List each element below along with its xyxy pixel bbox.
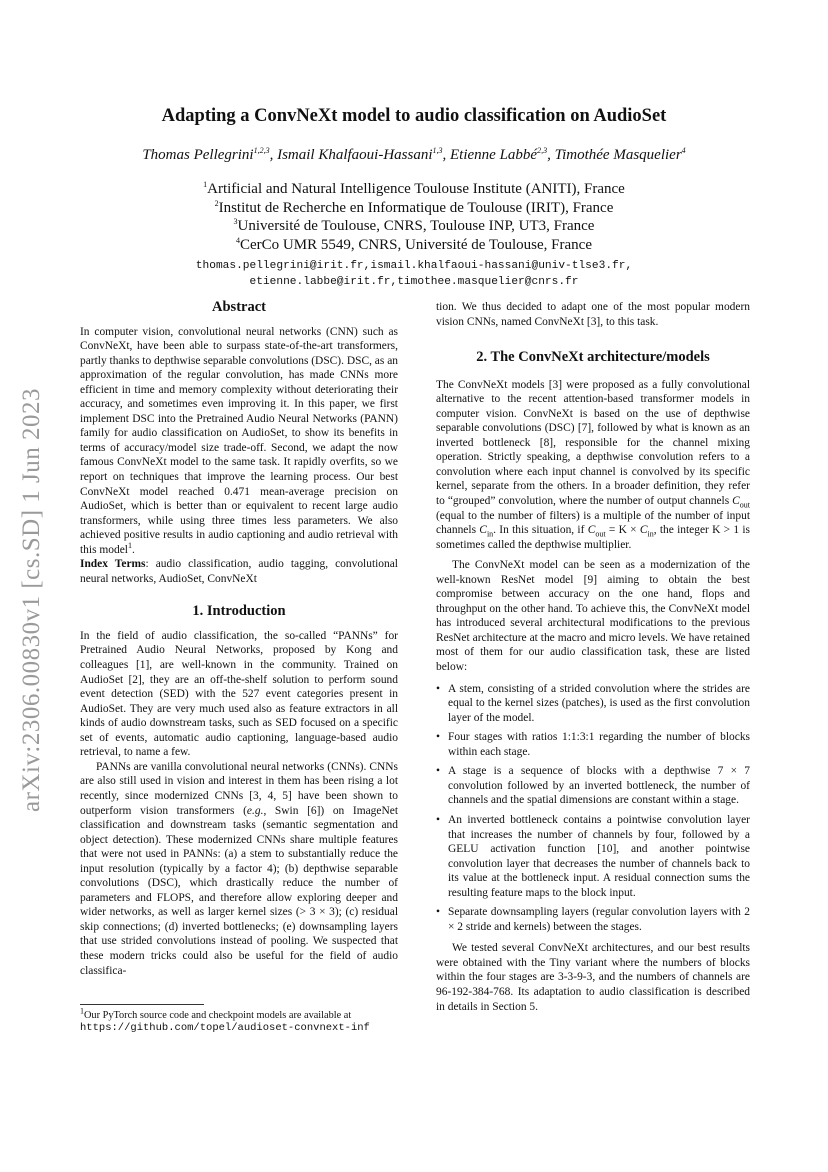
arxiv-sidebar	[12, 340, 52, 860]
arxiv-id: arXiv:2306.00830v1 [cs.SD] 1 Jun 2023	[18, 387, 45, 813]
list-item: • Separate downsampling layers (regular convolution layers with 2 × 2 stride and kernels) between the stages.	[436, 905, 750, 934]
affiliation: $^2$Institut de Recherche en Informatique de Toulouse (IRIT), France	[214, 198, 614, 216]
list-item: • A stage is a sequence of blocks with a depthwise 7 × 7 convolution followed by an inverted bottleneck, the number of channels and the spatial dimensions are constant within a stage.	[436, 764, 750, 808]
index-terms: Index Terms: audio classification, audio tagging, convolutional neural networks, AudioSet, ConvNeXt	[80, 558, 398, 585]
left-column	[80, 300, 398, 978]
author-name: Ismail Khalfaoui-Hassani	[277, 147, 433, 163]
intro-heading: 1. Introduction	[192, 603, 286, 620]
continued-paragraph: tion. We thus decided to adapt one of the most popular modern vision CNNs, named ConvNeXt [3], to this task.	[436, 301, 750, 328]
list-item: • An inverted bottleneck contains a pointwise convolution layer that increases the number of channels by four, followed by a GELU activation function [10], and another pointwise convolution layer that decreases the number of channels back to its value at the bottleneck input. A residual connection sums the resulting feature maps to the block input.	[436, 813, 750, 900]
section-heading: 2. The ConvNeXt architecture/models	[476, 349, 710, 366]
list-item: • A stem, consisting of a strided convolution where the strides are equal to the kernel sizes (patches), is used as the first convolution layer of the model.	[436, 682, 750, 726]
affiliation: $^3$Université de Toulouse, CNRS, Toulouse INP, UT3, France	[233, 217, 595, 235]
author-name: Thomas Pellegrini	[142, 147, 254, 163]
email-line: etienne.labbe@irit.fr,timothee.masquelier@cnrs.fr	[249, 275, 579, 288]
abstract-heading: Abstract	[212, 299, 266, 315]
author-name: Etienne Labbé	[450, 147, 538, 163]
email-line: thomas.pellegrini@irit.fr,ismail.khalfaoui-hassani@univ-tlse3.fr,	[195, 260, 633, 272]
section-paragraph: The ConvNeXt model can be seen as a modernization of the well-known ResNet model [9] aiming to obtain the best compromise between accuracy on the one hand, flops and throughput on the other hand. To achieve this, the ConvNeXt model has introduced several architectural modifications to the previous ResNet architecture at the macro and micro levels. We have retained most of them for our audio classification task, these are listed below:	[436, 559, 750, 674]
author-emails	[0, 259, 828, 290]
affiliation: $^4$CerCo UMR 5549, CNRS, Université de Toulouse, France	[236, 235, 592, 253]
affiliation: $^1$Artificial and Natural Intelligence Toulouse Institute (ANITI), France	[203, 180, 625, 197]
affiliations	[0, 180, 828, 254]
footnote-rule	[80, 1004, 204, 1005]
list-item: • Four stages with ratios 1:1:3:1 regarding the number of blocks within each stage.	[436, 730, 750, 759]
footnote: $^1$Our PyTorch source code and checkpoint models are available at https://github.com/topel/audioset-convnext-inf	[80, 1004, 398, 1035]
intro-paragraph: PANNs are vanilla convolutional neural networks (CNNs). CNNs are also still used in vision and interest in them has been rising a lot recently, since modernized CNNs [3, 4, 5] have been shown to outperform vision transformers (e.g., Swin [6]) on ImageNet classification and downstream tasks (semantic segmentation and object detection). These modernized CNNs share multiple features that were not used in PANNs: (a) a stem to substantially reduce the input resolution (typically by a factor 4); (b) depthwise separable convolutions (DSC), which drastically reduce the number of parameters and FLOPS, and therefore allow exploring deeper and wider networks, as well as larger kernel sizes (> 3 × 3); (c) residual skip connections; (d) inverted bottlenecks; (e) downsampling layers that use strided convolutions instead of pooling. We suspected that these modern tricks could also be useful for the field of audio classifica-	[80, 760, 398, 977]
author-name: Timothée Masquelier	[554, 147, 682, 163]
footnote-url[interactable]: https://github.com/topel/audioset-convnext-inf	[80, 1022, 370, 1034]
abstract-text: In computer vision, convolutional neural networks (CNN) such as ConvNeXt, have been able to surpass state-of-the-art transformers, partly thanks to depthwise separable convolutions (DSC). DSC, as an approximation of the regular convolution, has made CNNs more efficient in time and memory complexity without deteriorating their accuracy, and sometimes even improving it. In this paper, we first implement DSC into the Pretrained Audio Neural Networks (PANN) family for audio classification on AudioSet, to show its benefits in terms of accuracy/model size trade-off. Second, we adapt the now famous ConvNeXt model to the same task. It rapidly overfits, so we report on techniques that improve the learning process. Our best ConvNeXt model reached 0.471 mean-average precision on AudioSet, which is better than or equivalent to recent large audio transformers, while using three times less parameters. We also achieved positive results in audio captioning and audio retrieval with this model$^1$.	[80, 325, 398, 556]
paper-title: Adapting a ConvNeXt model to audio classification on AudioSet	[161, 106, 667, 126]
author-list: Thomas Pellegrini$^{1,2,3}$, Ismail Khalfaoui-Hassani$^{1,3}$, Etienne Labbé$^{2,3}$, Timothée Masquelier$^4$	[142, 146, 686, 163]
section-paragraph: We tested several ConvNeXt architectures, and our best results were obtained with the Tiny variant where the numbers of blocks within the four stages are 3-3-9-3, and the numbers of channels are 96-192-384-768. Its adaptation to audio classification is described in details in Section 5.	[436, 942, 750, 1013]
right-column	[436, 300, 750, 1014]
modification-list	[436, 682, 750, 935]
section-paragraph: The ConvNeXt models [3] were proposed as a fully convolutional alternative to the recent attention-based transformer models in computer vision. ConvNeXt is based on the use of depthwise separable convolutions (DSC) [7], followed by what is known as an inverted bottleneck [8], responsible for the channel mixing operation. Strictly speaking, a depthwise convolution refers to a convolution where each input channel is convolved by its specific kernel, separate from the others. In a broader definition, they refer to “grouped” convolution, where the number of output channels $C_{out}$ (equal to the number of filters) is a multiple of the number of input channels $C_{in}$. In this situation, if $C_{out} = K \times C_{in}$, the integer K > 1 is sometimes called the depthwise multiplier.	[436, 378, 751, 551]
intro-paragraph: In the field of audio classification, the so-called “PANNs” for Pretrained Audio Neural Networks, proposed by Kong and colleagues [1], are well-known in the community. Trained on AudioSet [2], they are an off-the-shelf solution to perform sound event detection (SED) with the 527 event categories present in AudioSet. They are very much used also as feature extractors in all kinds of audio downstream tasks, such as SED focused on a specific set of events, automatic audio captioning, language-based audio retrieval, to name a few.	[80, 629, 398, 759]
